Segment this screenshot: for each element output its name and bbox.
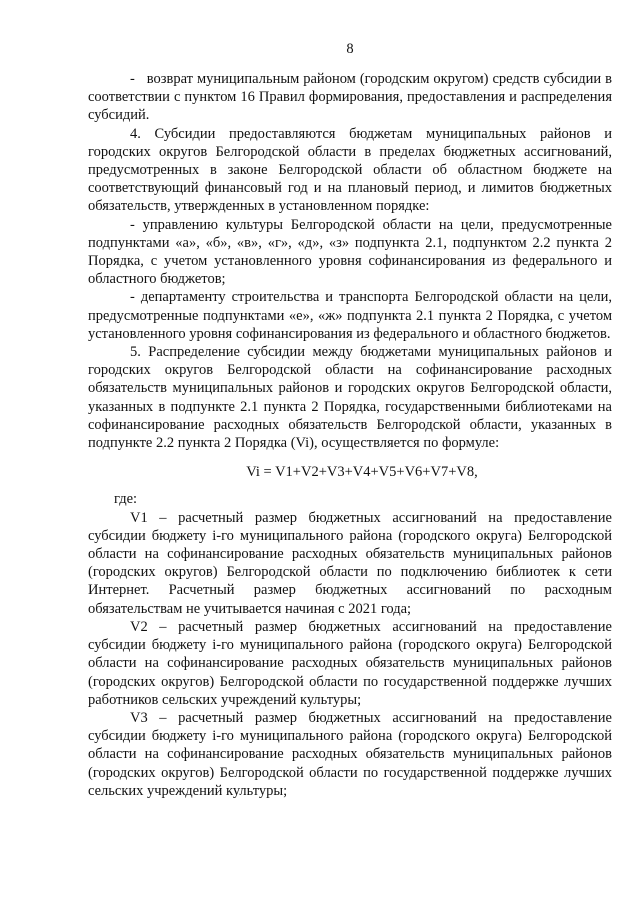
page-number: 8	[346, 41, 354, 57]
formula: Vi = V1+V2+V3+V4+V5+V6+V7+V8,	[246, 464, 478, 481]
definition-v2: V2 – расчетный размер бюджетных ассигнований на предоставление субсидии бюджету i-го муниципального района (городского округа) Белгородской области на софинансирование расходных обязательств муниципальных районов (городских округов) Белгородской области по государственной поддержке лучших работников сельских учреждений культуры;	[88, 618, 612, 708]
definition-v3: V3 – расчетный размер бюджетных ассигнований на предоставление субсидии бюджету i-го муниципального района (городского округа) Белгородской области на софинансирование расходных обязательств муниципальных районов (городских округов) Белгородской области по государственной поддержке лучших сельских учреждений культуры;	[88, 709, 612, 799]
paragraph-construction-department: - департаменту строительства и транспорта Белгородской области на цели, предусмотренные подпунктами «е», «ж» подпункта 2.1 пункта 2 Порядка, с учетом установленного уровня софинансирования из федерального и областного бюджетов.	[88, 289, 612, 342]
where-label: где:	[114, 491, 138, 508]
document-body	[88, 70, 612, 800]
paragraph-5-distribution: 5. Распределение субсидии между бюджетами муниципальных районов и городских округов Белгородской области на софинансирование расходных обязательств муниципальных районов и городских округов Белгородской области, указанных в подпункте 2.1 пункта 2 Порядка, государственными библиотеками на софинансирование расходных обязательств Белгородской области, указанных в подпункте 2.2 пункта 2 Порядка (Vi), осуществляется по формуле:	[88, 344, 612, 452]
paragraph-4-subsidies: 4. Субсидии предоставляются бюджетам муниципальных районов и городских округов Белгородской области в пределах бюджетных ассигнований, предусмотренных в законе Белгородской области об областном бюджете на соответствующий финансовый год и на плановый период, и лимитов бюджетных обязательств, утвержденных в установленном порядке:	[88, 125, 612, 215]
paragraph-return-subsidy: - возврат муниципальным районом (городским округом) средств субсидии в соответствии с пунктом 16 Правил формирования, предоставления и распределения субсидий.	[88, 71, 612, 124]
definition-v1: V1 – расчетный размер бюджетных ассигнований на предоставление субсидии бюджету i-го муниципального района (городского округа) Белгородской области на софинансирование расходных обязательств муниципальных районов (городских округов) Белгородской области по подключению библиотек к сети Интернет. Расчетный размер бюджетных ассигнований по расходным обязательствам не учитывается начиная с 2021 года;	[88, 509, 612, 617]
paragraph-culture-department: - управлению культуры Белгородской области на цели, предусмотренные подпунктами «а», «б», «в», «г», «д», «з» подпункта 2.1, подпунктом 2.2 пункта 2 Порядка, с учетом установленного уровня софинансирования из федерального и областного бюджетов;	[88, 216, 612, 288]
